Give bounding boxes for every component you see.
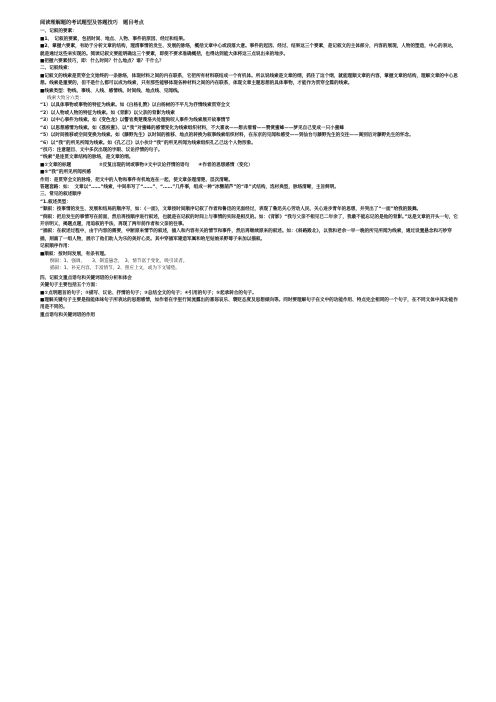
paragraph-line: 线索大致分六类： <box>47 96 84 102</box>
paragraph-line: 重点语句和关键词语的作用 <box>40 312 96 318</box>
section-heading: 一、记叙的要素： <box>40 29 77 35</box>
paragraph-line: “1.叙述类型： <box>40 199 71 205</box>
paragraph-line: ■①文章的标题 ②反复出现的词或事物③文中议论抒情的语句 ④作者的思想感情（变化） <box>40 162 253 168</box>
paragraph-line: ■理解关键句子主要是指能体味句子所表达的思想感情，如作者在字里行间流露出的喜怒哀乐、褒贬态度及思想倾向等。同时要理解句子在文中的功能作用、特点完全相同的一个句子，在不同文体中其功能作用是不同的。 <box>40 298 458 311</box>
paragraph-line: 插叙：1、补充内容，丰富情节。2、照应上文，或为下文铺垫。 <box>50 266 180 272</box>
paragraph-line: “插叙：在叙述过程中，由于内容的需要，中断原来情节的叙述，插入和内容有关的情节和事件，然后再继续原来的叙述。如：《斜路殿北》，以我和老余一早一晚的所见所闻为线索，通过设置悬念和巧妙穿插，刻画了一组人物，展示了他们助人为乐的美好心灵。其中穿插军建造军属和哈尼姑娘采野莓子来加以描叙。 <box>40 229 452 242</box>
paragraph-line: “6）以“我”的所见所闻为线索。如《孔乙己》以小伙计“我”的所见所闻为线索组织孔乙己这个人物形象。 <box>40 140 256 146</box>
section-heading: 三、常见的叙述顺序 <box>40 192 82 198</box>
document-page <box>40 20 460 319</box>
paragraph-line: “5）以时间推移或空间变换为线索。如《藤野先生》以时间的推移、地点的转换为叙事线索组织材料，在东京的见闻和感受——到仙台与藤野先生的交往——离别后对藤野先生的怀念。 <box>40 133 414 139</box>
paragraph-line: ■2、掌握六要素，有助于分析文章的结构，理清事情的发生、发展的脉络，概括文章中心或段落大意。事件的起因、经过、结果这三个要素，是记叙文的主体部分，内容的展现，人物的塑造，中心的表达，就是通过这些来实现的。阅读记叙文要能明确这三个要素，即使不要求准确概括，也得达到能大体将这三点说出来的地步。 <box>40 44 457 57</box>
document-title: 阅读理解题的考试题型及答题技巧 题目考点 <box>40 20 144 26</box>
paragraph-line: 关键句子主要包括五个方面： <box>40 283 100 289</box>
paragraph-line: 记叙顺序作用： <box>40 244 73 250</box>
paragraph-line: “1）以具体事物或事物的特征为线索。如《白杨礼赞》以白杨树的不平凡为抒情线索贯穿全文 <box>40 103 230 109</box>
paragraph-line: “技巧：注意题目、文中多次出现的字眼、议论抒情的句子。 <box>40 147 163 153</box>
paragraph-line: “3）以中心事件为线索。如《变色龙》以警官奥楚蔑洛夫处理狗咬人事件为线索展开故事情节 <box>40 118 230 124</box>
paragraph-line: “2）以人物或人物的特征为线索。如《背影》以父亲的背影为线索 <box>40 110 175 116</box>
paragraph-line: 答题套路：如： 文章以“……”线索，中间串写了“……”、“……”几件事，组成一种“冰糖葫芦”的“串”式结构，选材典型，脉络清晰，主旨鲜明。 <box>40 184 339 190</box>
paragraph-line: “4）以思想感情为线索。如《荔枝蜜》、以“我”对蜜蜂的感情变化为线索组织材料，不大喜欢——想去看看——赞赏蜜蜂——梦见自己变成一只小蜜蜂 <box>40 125 344 131</box>
section-heading: 四、记叙文重点语句和关键词语的分析和体会 <box>40 275 132 281</box>
paragraph-line: “线索”是连贯文章结构的脉络，是文章的纲。 <box>40 155 134 161</box>
paragraph-line: “顺叙：按事情的发生、发展和结局的顺序写，如：《一面》，文章按时间顺序记叙了作者和鲁迅的见面经过，表现了鲁迅关心劳动人民、关心进步青年的思想，并突出了“一面”给我的鼓舞。 <box>40 207 422 213</box>
paragraph-line: 倒叙：1、强调， 3、制造悬念， 3、情节富于变化，吸引读者。 <box>50 259 188 264</box>
paragraph-line: ■⑤“我”的所见所闻所感 <box>40 170 92 176</box>
paragraph-line: ■线索类型：物线、事线、人线、感情线、时间线、地点线、见闻线。 <box>40 88 183 94</box>
paragraph-line: 作用：是贯穿全文的脉络，把文中的人物和事件有机地连在一起，使文章条理清楚、层次清晰。 <box>40 177 233 183</box>
paragraph-line: ■①点明题旨的句子；②描写、议论、抒情的句子；③总结全文的句子；④引用的句子；⑤起承转合的句子。 <box>40 290 257 296</box>
paragraph-line: ■把握六要素技巧，即：什么时间？什么地点？谁？干什么？ <box>40 59 164 65</box>
paragraph-line: ■顺叙：按时间发展，有条有理。 <box>40 251 109 257</box>
document-body <box>40 28 460 319</box>
paragraph-line: “倒叙：把后发生的事情写在前面，然后再按顺序进行叙述，也就是在记叙的时间上与事情的实际是相反的。如：《背影》“我与父亲不相见已二年余了，我最不能忘记的是他的背影。”这是文章的开头一句，它开宗明义，揭题点题，用追叙的手法，再现了两年前作者和父亲的往事。 <box>40 214 458 227</box>
section-heading: 二、记叙线索： <box>40 66 73 72</box>
paragraph-line: ■记叙文的线索是贯穿全文始终的一条脉络，体现材料之间的内在联系，它把所有材料联结成一个有机体。所以说线索是文章的纲，抓住了这个纲，就能理顺文章的内容，掌握文章的结构，理解文章的中心思想。线索是重要的，但不是什么都可以成为线索，只有那些能够体现各种材料之间的内在联系，体现文章主题思想的具体事物，才能作为贯穿全篇的线索。 <box>40 73 458 87</box>
paragraph-line: ■1、 记叙的要素，包括时间、地点、人物、事件的原因、经过和结果。 <box>40 36 188 42</box>
